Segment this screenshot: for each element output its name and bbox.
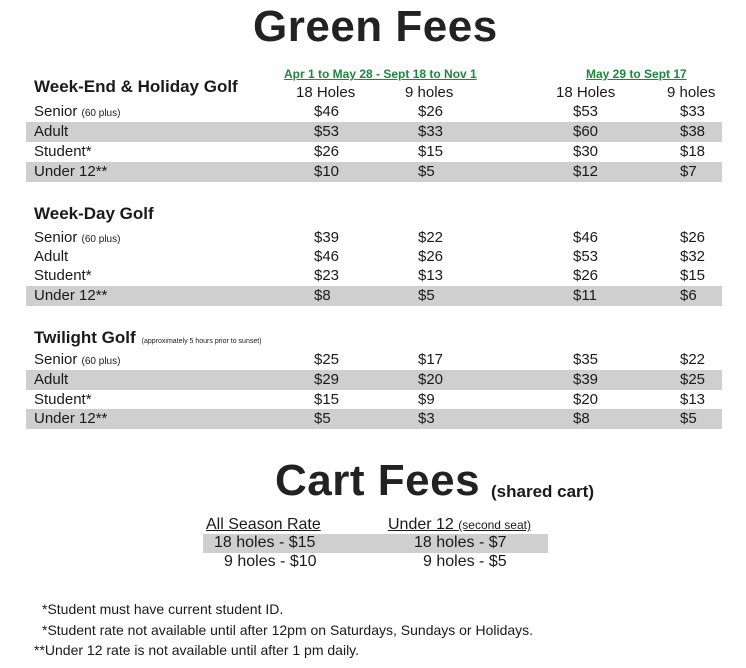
fee-cell: $38 <box>680 123 706 140</box>
fee-cell: $53 <box>573 103 599 120</box>
cart-fees-title: Cart Fees <box>275 456 481 505</box>
fee-cell: $46 <box>573 229 599 246</box>
fee-cell: $26 <box>680 229 706 246</box>
fee-cell: $22 <box>680 351 706 368</box>
fee-row-under-12 <box>26 162 722 182</box>
fee-cell: $12 <box>573 163 599 180</box>
row-label: Student* <box>34 267 92 284</box>
cart-row-9-holes <box>203 553 548 572</box>
fee-cell: $9 <box>418 391 435 408</box>
fee-cell: $46 <box>314 248 340 265</box>
fee-cell: $22 <box>418 229 444 246</box>
fee-cell: $35 <box>573 351 599 368</box>
fee-cell: $25 <box>314 351 340 368</box>
fee-cell: $10 <box>314 163 340 180</box>
fee-cell: $30 <box>573 143 599 160</box>
fee-cell: $18 <box>680 143 706 160</box>
row-label: Student* <box>34 391 92 408</box>
fee-cell: $20 <box>573 391 599 408</box>
fee-cell: $7 <box>680 163 697 180</box>
green-fees-title: Green Fees <box>253 2 498 51</box>
fee-cell: $33 <box>680 103 706 120</box>
fee-cell: $15 <box>680 267 706 284</box>
fee-cell: $53 <box>314 123 340 140</box>
fee-row-student <box>26 390 722 410</box>
row-label: Under 12** <box>34 410 108 427</box>
fee-cell: $32 <box>680 248 706 265</box>
footnote-student-id: *Student must have current student ID. <box>42 601 284 617</box>
cart-fees-subtitle: (shared cart) <box>491 482 594 501</box>
fee-cell: $29 <box>314 371 340 388</box>
cart-cell: 18 holes - $15 <box>214 534 316 551</box>
fee-cell: $6 <box>680 287 697 304</box>
fee-row-senior <box>26 102 722 122</box>
fee-row-student <box>26 266 722 286</box>
footnote-student-rate: *Student rate not available until after 12pm on Saturdays, Sundays or Holidays. <box>42 622 534 638</box>
section-title-twilight <box>34 328 262 348</box>
period-early-season: Apr 1 to May 28 - Sept 18 to Nov 1 <box>284 67 477 81</box>
fee-row-senior <box>26 350 722 370</box>
fee-row-under-12 <box>26 409 722 429</box>
fee-cell: $15 <box>314 391 340 408</box>
row-label: Adult <box>34 123 69 140</box>
cart-cell: 9 holes - $5 <box>423 553 507 570</box>
col-header-18-holes-early: 18 Holes <box>296 84 356 101</box>
cart-cell: 9 holes - $10 <box>224 553 317 570</box>
section-title-text: Week-End & Holiday Golf <box>34 77 238 96</box>
fee-cell: $39 <box>573 371 599 388</box>
fee-cell: $26 <box>314 143 340 160</box>
fee-cell: $8 <box>314 287 331 304</box>
fee-cell: $13 <box>680 391 706 408</box>
footnote-under-12-rate: **Under 12 rate is not available until after 1 pm daily. <box>34 642 360 658</box>
col-header-9-holes-early: 9 holes <box>405 84 454 101</box>
cart-header-all-season: All Season Rate <box>206 516 321 533</box>
fee-cell: $5 <box>418 163 435 180</box>
fee-cell: $5 <box>680 410 697 427</box>
fee-cell: $39 <box>314 229 340 246</box>
fee-cell: $26 <box>418 248 444 265</box>
fee-cell: $17 <box>418 351 444 368</box>
section-title-text: Twilight Golf <box>34 328 136 347</box>
cart-header-under-12-note: (second seat) <box>458 518 531 532</box>
fee-cell: $8 <box>573 410 590 427</box>
fee-cell: $26 <box>573 267 599 284</box>
fee-row-adult <box>26 122 722 142</box>
fee-cell: $20 <box>418 371 444 388</box>
col-header-9-holes-summer: 9 holes <box>667 84 716 101</box>
fee-cell: $13 <box>418 267 444 284</box>
fee-cell: $15 <box>418 143 444 160</box>
cart-row-18-holes <box>203 534 548 553</box>
row-label: Senior (60 plus) <box>34 103 121 120</box>
row-label: Under 12** <box>34 163 108 180</box>
section-title-weekend-holiday <box>34 77 238 97</box>
fee-cell: $5 <box>314 410 331 427</box>
fee-cell: $25 <box>680 371 706 388</box>
fee-cell: $3 <box>418 410 435 427</box>
cart-header-under-12-text: Under 12 <box>388 516 454 533</box>
fee-cell: $23 <box>314 267 340 284</box>
fee-cell: $53 <box>573 248 599 265</box>
section-title-weekday <box>34 204 154 224</box>
col-header-18-holes-summer: 18 Holes <box>556 84 616 101</box>
fee-row-senior <box>26 228 722 248</box>
fee-row-under-12 <box>26 286 722 306</box>
fee-cell: $26 <box>418 103 444 120</box>
cart-cell: 18 holes - $7 <box>414 534 507 551</box>
fee-row-adult <box>26 247 722 267</box>
fee-cell: $5 <box>418 287 435 304</box>
fee-row-adult <box>26 370 722 390</box>
row-label: Adult <box>34 248 69 265</box>
twilight-note: (approximately 5 hours prior to sunset) <box>141 338 262 345</box>
fee-cell: $11 <box>573 287 597 304</box>
fee-cell: $33 <box>418 123 444 140</box>
row-label: Senior (60 plus) <box>34 229 121 246</box>
fee-cell: $46 <box>314 103 340 120</box>
row-label: Under 12** <box>34 287 108 304</box>
fee-cell: $60 <box>573 123 599 140</box>
cart-header-under-12 <box>388 516 531 534</box>
row-label: Senior (60 plus) <box>34 351 121 368</box>
section-title-text: Week-Day Golf <box>34 204 154 223</box>
row-label: Student* <box>34 143 92 160</box>
period-summer-season: May 29 to Sept 17 <box>586 67 687 81</box>
fee-row-student <box>26 142 722 162</box>
row-label: Adult <box>34 371 69 388</box>
